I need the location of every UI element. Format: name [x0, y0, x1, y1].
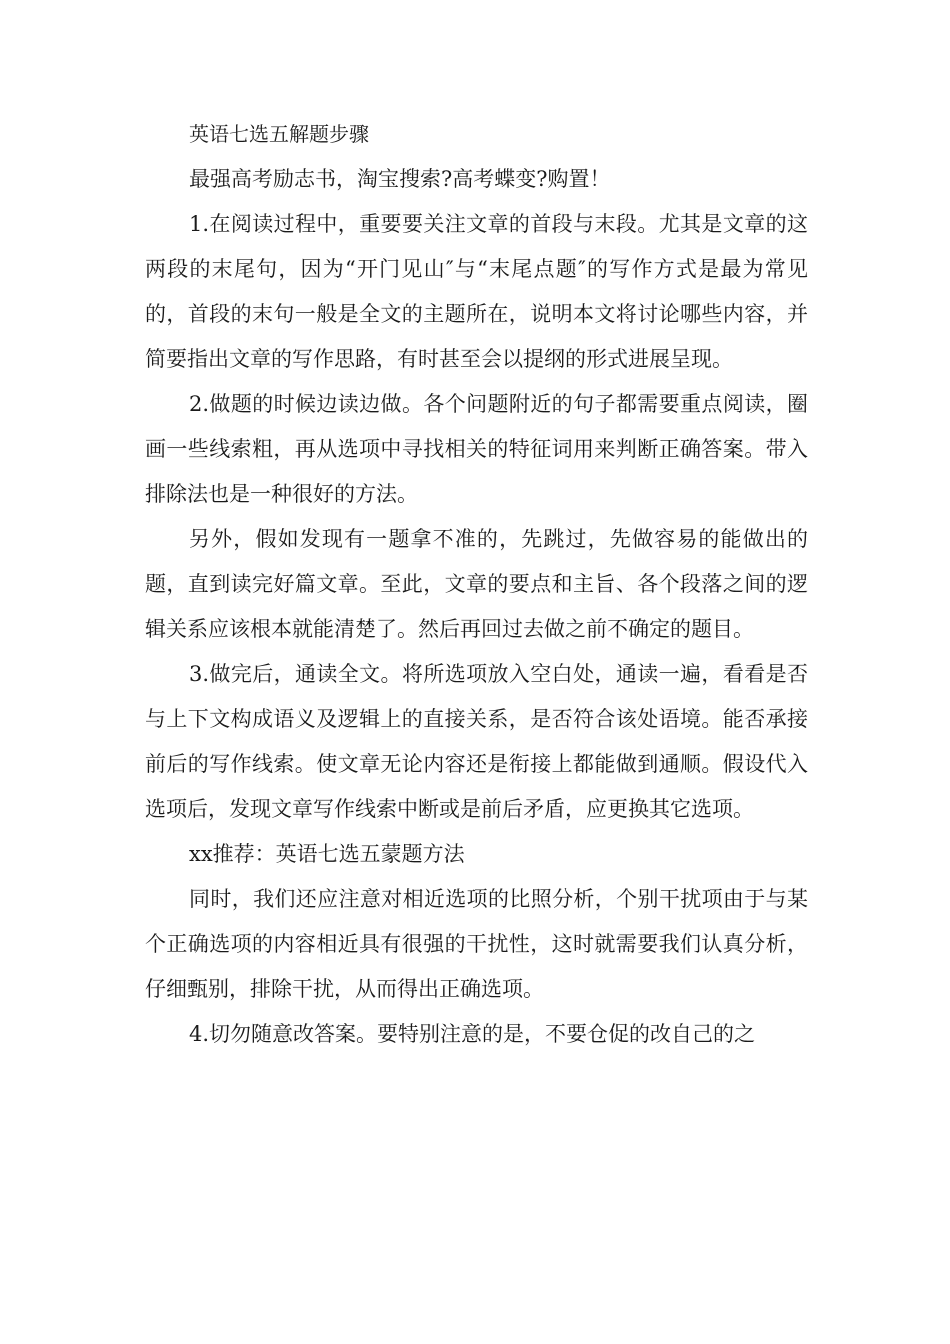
promo-line: 最强高考励志书，淘宝搜索?高考蝶变?购置！: [189, 167, 611, 191]
recommendation-line: xx推荐：英语七选五蒙题方法: [189, 842, 465, 866]
paragraph-skip-tip: 另外，假如发现有一题拿不准的，先跳过，先做容易的能做出的题，直到读完好篇文章。至此，文章的要点和主旨、各个段落之间的逻辑关系应该根本就能清楚了。然后再回过去做之前不确定的题目。: [145, 527, 808, 641]
paragraph-step-4: 4.切勿随意改答案。要特别注意的是，不要仓促的改自己的之: [189, 1022, 756, 1046]
paragraph-step-3: 3.做完后，通读全文。将所选项放入空白处，通读一遍，看看是否与上下文构成语义及逻辑上的直接关系，是否符合该处语境。能否承接前后的写作线索。使文章无论内容还是衔接上都能做到通顺。假设代入选项后，发现文章写作线索中断或是前后矛盾，应更换其它选项。: [145, 662, 808, 821]
paragraph-step-1: 1.在阅读过程中，重要要关注文章的首段与末段。尤其是文章的这两段的末尾句，因为“开门见山″与“末尾点题″的写作方式是最为常见的，首段的末句一般是全文的主题所在，说明本文将讨论哪些内容，并简要指出文章的写作思路，有时甚至会以提纲的形式进展呈现。: [145, 212, 808, 371]
paragraph-step-2: 2.做题的时候边读边做。各个问题附近的句子都需要重点阅读，圈画一些线索粗，再从选项中寻找相关的特征词用来判断正确答案。带入排除法也是一种很好的方法。: [145, 392, 808, 506]
document-title: 英语七选五解题步骤: [189, 122, 369, 146]
paragraph-compare-options: 同时，我们还应注意对相近选项的比照分析，个别干扰项由于与某个正确选项的内容相近具有很强的干扰性，这时就需要我们认真分析，仔细甄别，排除干扰，从而得出正确选项。: [145, 887, 808, 1001]
document-body: [145, 112, 808, 1057]
